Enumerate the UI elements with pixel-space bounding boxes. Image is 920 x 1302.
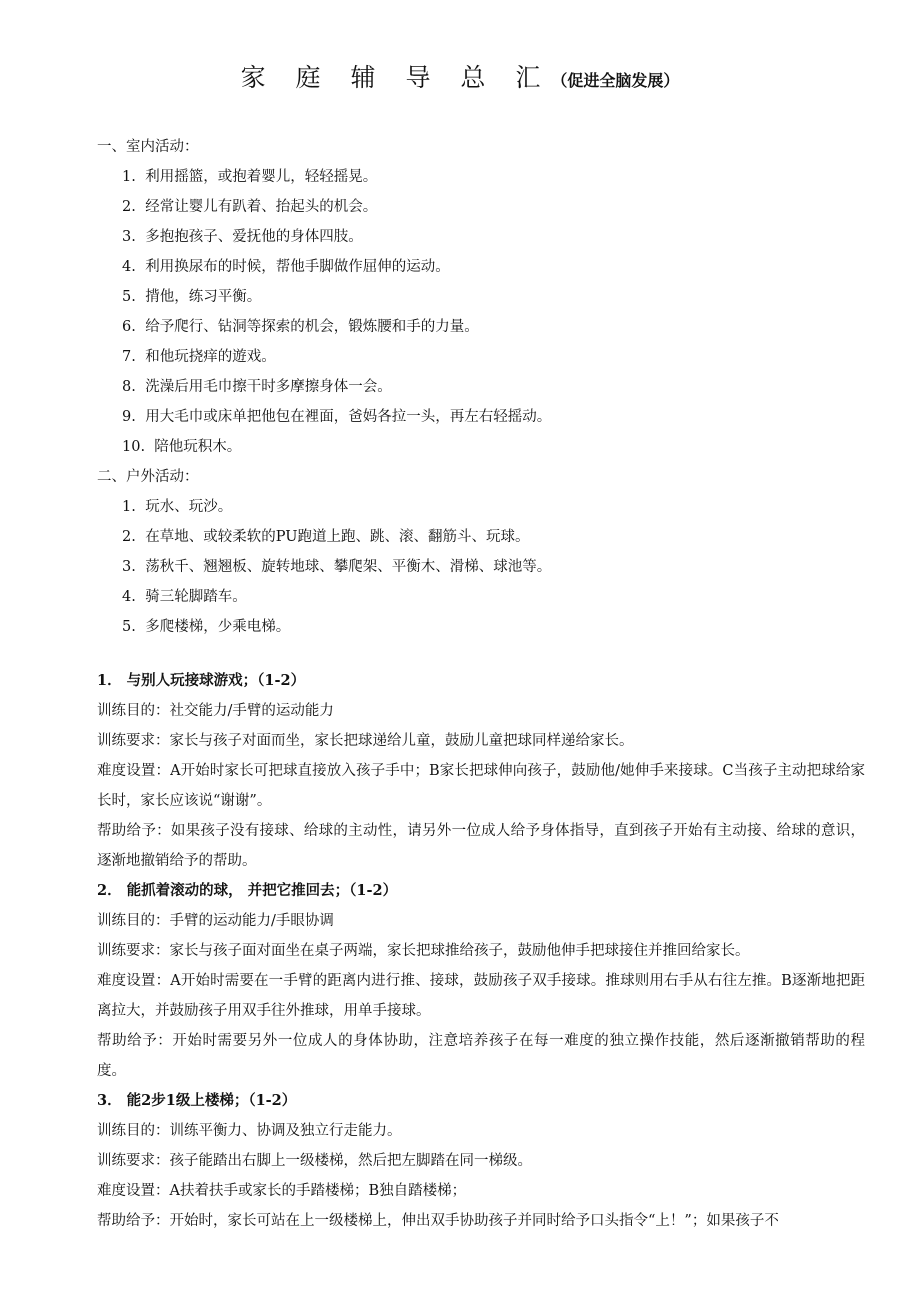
list-item-text: 用大毛巾或床单把他包在裡面，爸妈各拉一头，再左右轻摇动。 [145, 409, 552, 425]
section-heading-indoor: 一、室内活动： [97, 139, 199, 155]
list-item-text: 荡秋千、翘翘板、旋转地球、攀爬架、平衡木、滑梯、球池等。 [145, 559, 552, 575]
topic-heading: 2． 能抓着滚动的球， 并把它推回去；（1-2） [97, 882, 398, 899]
document-body [97, 132, 865, 1236]
topic-heading: 3． 能2步1级上楼梯；（1-2） [97, 1092, 297, 1109]
list-item-number: 10. [122, 439, 146, 455]
list-item-text: 玩水、玩沙。 [145, 499, 233, 515]
list-item-number: 4. [122, 259, 136, 275]
list-item-text: 在草地、或较柔软的PU跑道上跑、跳、滚、翻筋斗、玩球。 [145, 529, 530, 545]
list-item [97, 432, 865, 462]
list-item [97, 342, 865, 372]
list-item [97, 492, 865, 522]
topic-paragraph: 难度设置：A扶着扶手或家长的手踏楼梯；B独自踏楼梯； [97, 1183, 467, 1199]
list-item [97, 582, 865, 612]
document-title [0, 58, 920, 94]
list-item-number: 4. [122, 589, 136, 605]
list-item [97, 522, 865, 552]
topic-paragraph: 帮助给予：开始时需要另外一位成人的身体协助，注意培养孩子在每一难度的独立操作技能，然后逐渐撤销帮助的程度。 [97, 1033, 865, 1079]
list-item-number: 2. [122, 199, 136, 215]
topic-paragraph: 训练要求：家长与孩子面对面坐在桌子两端，家长把球推给孩子，鼓励他伸手把球接住并推回给家长。 [97, 943, 750, 959]
list-item [97, 552, 865, 582]
topic-paragraph: 训练目的：训练平衡力、协调及独立行走能力。 [97, 1123, 402, 1139]
topic-paragraph: 帮助给予：如果孩子没有接球、给球的主动性，请另外一位成人给予身体指导，直到孩子开始有主动接、给球的意识，逐渐地撤销给予的帮助。 [97, 823, 865, 869]
spacer [97, 642, 865, 666]
list-item-text: 和他玩挠痒的遊戏。 [145, 349, 276, 365]
topic-paragraph: 训练要求：孩子能踏出右脚上一级楼梯，然后把左脚踏在同一梯级。 [97, 1153, 532, 1169]
list-item-number: 9. [122, 409, 136, 425]
list-item-text: 多抱抱孩子、爱抚他的身体四肢。 [145, 229, 363, 245]
topic-heading: 1． 与别人玩接球游戏；（1-2） [97, 672, 306, 689]
title-subtitle: （促进全脑发展） [551, 71, 680, 90]
list-item-text: 洗澡后用毛巾擦干时多摩擦身体一会。 [145, 379, 392, 395]
list-item-number: 1. [122, 499, 136, 515]
list-item [97, 372, 865, 402]
topic-paragraph: 难度设置：A开始时家长可把球直接放入孩子手中；B家长把球伸向孩子，鼓励他/她伸手来接球。C当孩子主动把球给家长时，家长应该说“谢谢”。 [97, 763, 865, 809]
list-item [97, 402, 865, 432]
section-heading-outdoor: 二、户外活动： [97, 469, 199, 485]
topic-paragraph: 训练目的：社交能力/手臂的运动能力 [97, 703, 334, 719]
list-item-text: 多爬楼梯，少乘电梯。 [145, 619, 291, 635]
list-item [97, 252, 865, 282]
list-item-number: 8. [122, 379, 136, 395]
list-item-number: 7. [122, 349, 136, 365]
list-item [97, 162, 865, 192]
list-item-number: 5. [122, 289, 136, 305]
list-item-number: 6. [122, 319, 136, 335]
topic-paragraph: 难度设置：A开始时需要在一手臂的距离内进行推、接球，鼓励孩子双手接球。推球则用右手从右往左推。B逐渐地把距离拉大，并鼓励孩子用双手往外推球，用单手接球。 [97, 973, 865, 1019]
list-item-text: 经常让婴儿有趴着、抬起头的机会。 [145, 199, 378, 215]
list-item-number: 3. [122, 559, 136, 575]
title-main: 家 庭 辅 导 总 汇 [240, 63, 552, 92]
list-item [97, 612, 865, 642]
list-item-number: 1. [122, 169, 136, 185]
list-item [97, 222, 865, 252]
list-item-text: 骑三轮脚踏车。 [145, 589, 247, 605]
list-item-number: 3. [122, 229, 136, 245]
list-item-text: 陪他玩积木。 [154, 439, 242, 455]
list-item [97, 282, 865, 312]
list-item-text: 揹他，练习平衡。 [145, 289, 262, 305]
topic-paragraph: 训练要求：家长与孩子对面而坐，家长把球递给儿童，鼓励儿童把球同样递给家长。 [97, 733, 634, 749]
list-item-text: 给予爬行、钻洞等探索的机会，锻炼腰和手的力量。 [145, 319, 479, 335]
topic-paragraph: 训练目的：手臂的运动能力/手眼协调 [97, 913, 334, 929]
list-item-text: 利用换尿布的时候，帮他手脚做作屈伸的运动。 [145, 259, 450, 275]
topic-paragraph: 帮助给予：开始时，家长可站在上一级楼梯上，伸出双手协助孩子并同时给予口头指令“上！”；如果孩子不 [97, 1213, 779, 1229]
list-item-number: 2. [122, 529, 136, 545]
list-item [97, 312, 865, 342]
list-item-text: 利用摇篮，或抱着婴儿，轻轻摇晃。 [145, 169, 378, 185]
list-item [97, 192, 865, 222]
list-item-number: 5. [122, 619, 136, 635]
